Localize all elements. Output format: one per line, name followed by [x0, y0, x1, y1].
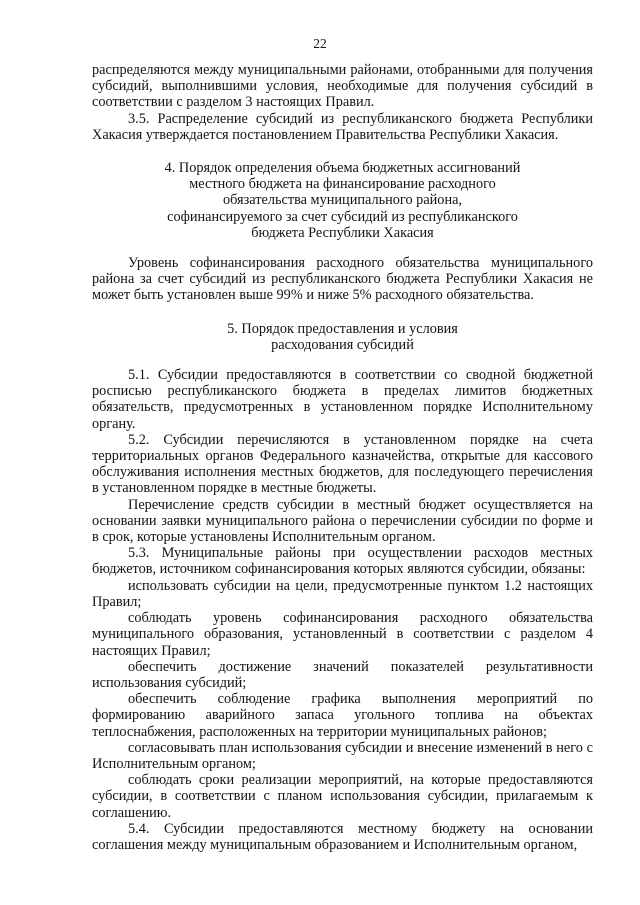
heading-line: расходования субсидий — [271, 336, 414, 353]
page-number: 22 — [313, 36, 327, 51]
heading-line: местного бюджета на финансирование расходного — [189, 176, 496, 193]
obligation-item: использовать субсидии на цели, предусмотренные пунктом 1.2 настоящих Правил; — [92, 577, 593, 610]
section-5-heading — [92, 321, 593, 353]
paragraph-5-4: 5.4. Субсидии предоставляются местному бюджету на основании соглашения между муниципальным образованием и Исполнительным органом, — [92, 820, 593, 853]
paragraph-3-5: 3.5. Распределение субсидий из республиканского бюджета Республики Хакасия утверждается постановлением Правительства Республики Хакасия. — [92, 110, 593, 143]
obligation-item: согласовывать план использования субсидии и внесение изменений в него с Исполнительным органом; — [92, 739, 593, 772]
paragraph-transfer: Перечисление средств субсидии в местный бюджет осуществляется на основании заявки муниципального района о перечислении субсидии по форме и в срок, которые установлены Исполнительным органом. — [92, 496, 593, 546]
paragraph-continuation: распределяются между муниципальными районами, отобранными для получения субсидий, выполнившими условия, необходимые для получения субсидий в соответствии с разделом 3 настоящих Правил. — [92, 62, 593, 111]
heading-line: 5. Порядок предоставления и условия — [227, 320, 458, 337]
section-4-text: Уровень софинансирования расходного обязательства муниципального района за счет субсидий из республиканского бюджета Республики Хакасия не может быть установлен выше 99% и ниже 5% расходного обязательства. — [92, 255, 593, 304]
heading-line: обязательства муниципального района, — [222, 192, 463, 209]
paragraph-5-2: 5.2. Субсидии перечисляются в установленном порядке на счета территориальных органов Федерального казначейства, открытые для кассового обслуживания исполнения местных бюджетов, для последующего перечисления в установленном порядке в местные бюджеты. — [92, 431, 593, 497]
heading-line: 4. Порядок определения объема бюджетных ассигнований — [164, 160, 521, 177]
heading-line: софинансируемого за счет субсидий из республиканского — [167, 208, 518, 225]
obligation-item: обеспечить соблюдение графика выполнения мероприятий по формированию аварийного запаса угольного топлива на объектах теплоснабжения, расположенных на территории муниципальных районов; — [92, 691, 593, 740]
section-4-heading — [92, 160, 593, 241]
heading-line: бюджета Республики Хакасия — [251, 224, 434, 241]
obligation-item: обеспечить достижение значений показателей результативности использования субсидий; — [92, 658, 593, 691]
paragraph-5-3: 5.3. Муниципальные районы при осуществлении расходов местных бюджетов, источником софинансирования которых являются субсидии, обязаны: — [92, 545, 593, 578]
document-body — [92, 62, 593, 853]
obligation-item: соблюдать уровень софинансирования расходного обязательства муниципального образования, установленный в соответствии с разделом 4 настоящих Правил; — [92, 610, 593, 659]
paragraph-5-1: 5.1. Субсидии предоставляются в соответствии со сводной бюджетной росписью республиканского бюджета в пределах лимитов бюджетных обязательств, предусмотренных в установленном порядке Исполнительному органу. — [92, 367, 593, 432]
obligation-item: соблюдать сроки реализации мероприятий, на которые предоставляются субсидии, в соответствии с планом использования субсидии, прилагаемым к соглашению. — [92, 772, 593, 821]
